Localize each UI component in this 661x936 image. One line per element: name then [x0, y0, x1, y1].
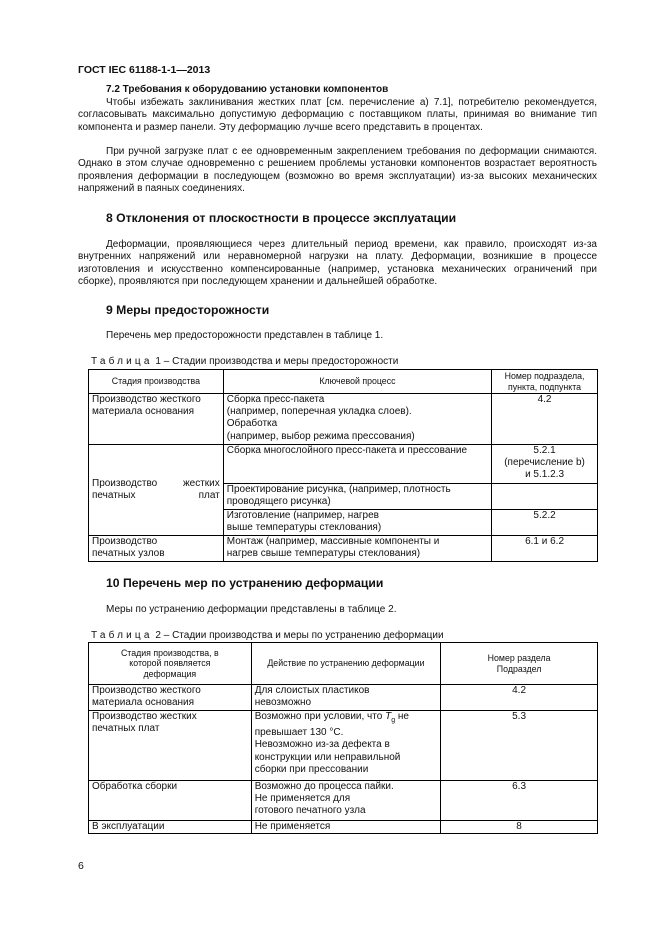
table-2-r3-action: Возможно до процесса пайки. Не применяется для готового печатного узла: [251, 781, 440, 821]
table-row: [89, 445, 598, 484]
table-2-header-action: Действие по устранению деформации: [251, 643, 440, 685]
table-2-header-ref: Номер раздела Подраздел: [441, 643, 598, 685]
table-1-r2-stage: Производство жестких печатных плат: [89, 445, 224, 536]
page-number: 6: [78, 860, 84, 872]
section-8-heading: 8 Отклонения от плоскостности в процессе эксплуатации: [106, 211, 457, 225]
table-2-r1-action: Для слоистых пластиков невозможно: [251, 685, 440, 711]
table-1-r2a-process: Сборка многослойного пресс-пакета и прессование: [223, 445, 491, 484]
table-1-header-row: [89, 370, 598, 394]
table-2-header-row: [89, 643, 598, 685]
table-1-r1-stage: Производство жесткого материала основания: [89, 394, 224, 445]
table-1-r3-stage: Производство печатных узлов: [89, 536, 224, 562]
table-1-header-process: Ключевой процесс: [223, 370, 491, 394]
table-2-r4-ref: 8: [441, 821, 598, 834]
section-7-2-paragraph-1: Чтобы избежать заклинивания жестких плат [см. перечисление а) 7.1], потребителю рекомендуется, согласовывать максимально допустимую деформацию с поставщиком платы, принимая во внимание тип компонента и размер панели. Эту деформацию лучше всего представить в процентах.: [78, 97, 597, 133]
table-1-r2b-process: Проектирование рисунка, (например, плотность проводящего рисунка): [223, 484, 491, 510]
section-9-heading: 9 Меры предосторожности: [106, 303, 270, 317]
table-2-r2-action: Возможно при условии, что $T_g$ не превышает 130 °С. Невозможно из-за дефекта в конструкции или неправильной сборки при прессовании: [251, 711, 440, 781]
table-2-r2-stage: Производство жестких печатных плат: [89, 711, 252, 781]
table-1-r2c-process: Изготовление (например, нагрев выше температуры стеклования): [223, 510, 491, 536]
table-row: [89, 394, 598, 445]
table-row: [89, 781, 598, 821]
table-1-r2c-ref: 5.2.2: [492, 510, 598, 536]
table-2: [88, 642, 598, 834]
section-7-2-paragraph-2: При ручной загрузке плат с ее одновременным закреплением требования по деформации снимаются. Однако в этом случае одновременно с решением проблемы установки компонентов возрастает вероятность проявления деформации в последующем (возможно во время эксплуатации) из-за высоких механических напряжений в паяных соединениях.: [78, 146, 597, 194]
section-10-intro: Меры по устранению деформации представлены в таблице 2.: [106, 604, 397, 615]
table-row: [89, 711, 598, 781]
table-1-caption: Таблица 1 – Стадии производства и меры предосторожности: [91, 356, 399, 367]
table-1-r1-ref: 4.2: [492, 394, 598, 445]
table-1: [88, 369, 598, 562]
table-1-header-stage: Стадия производства: [89, 370, 224, 394]
table-1-r3-ref: 6.1 и 6.2: [492, 536, 598, 562]
table-1-r1-process: Сборка пресс-пакета (например, поперечная укладка слоев). Обработка (например, выбор режима прессования): [223, 394, 491, 445]
document-id: ГОСТ IEC 61188-1-1—2013: [78, 64, 211, 76]
table-2-r4-action: Не применяется: [251, 821, 440, 834]
table-2-r2-ref: 5.3: [441, 711, 598, 781]
table-2-r1-stage: Производство жесткого материала основания: [89, 685, 252, 711]
section-8-paragraph: Деформации, проявляющиеся через длительный период времени, как правило, происходят из-за внутренних напряжений или неравномерной нагрузки на плату. Деформации, возникшие в процессе изготовления и искусственно компенсированные (например, установка механических ограничений при сборке), проявляются при последующем хранении и дальнейшей обработке.: [78, 239, 597, 287]
table-row: [89, 821, 598, 834]
section-10-heading: 10 Перечень мер по устранению деформации: [106, 576, 384, 590]
section-7-2-heading: 7.2 Требования к оборудованию установки компонентов: [106, 84, 389, 95]
table-2-r3-stage: Обработка сборки: [89, 781, 252, 821]
table-1-r2a-ref: 5.2.1 (перечисление b) и 5.1.2.3: [492, 445, 598, 484]
table-2-r1-ref: 4.2: [441, 685, 598, 711]
table-1-header-ref: Номер подраздела, пункта, подпункта: [492, 370, 598, 394]
section-9-intro: Перечень мер предосторожности представлен в таблице 1.: [106, 330, 384, 341]
table-2-caption: Таблица 2 – Стадии производства и меры по устранению деформации: [91, 630, 444, 641]
table-row: [89, 536, 598, 562]
table-row: [89, 685, 598, 711]
table-1-r3-process: Монтаж (например, массивные компоненты и нагрев свыше температуры стеклования): [223, 536, 491, 562]
table-2-r4-stage: В эксплуатации: [89, 821, 252, 834]
table-2-r3-ref: 6.3: [441, 781, 598, 821]
table-2-header-stage: Стадия производства, в которой появляется деформация: [89, 643, 252, 685]
table-1-r2b-ref: [492, 484, 598, 510]
